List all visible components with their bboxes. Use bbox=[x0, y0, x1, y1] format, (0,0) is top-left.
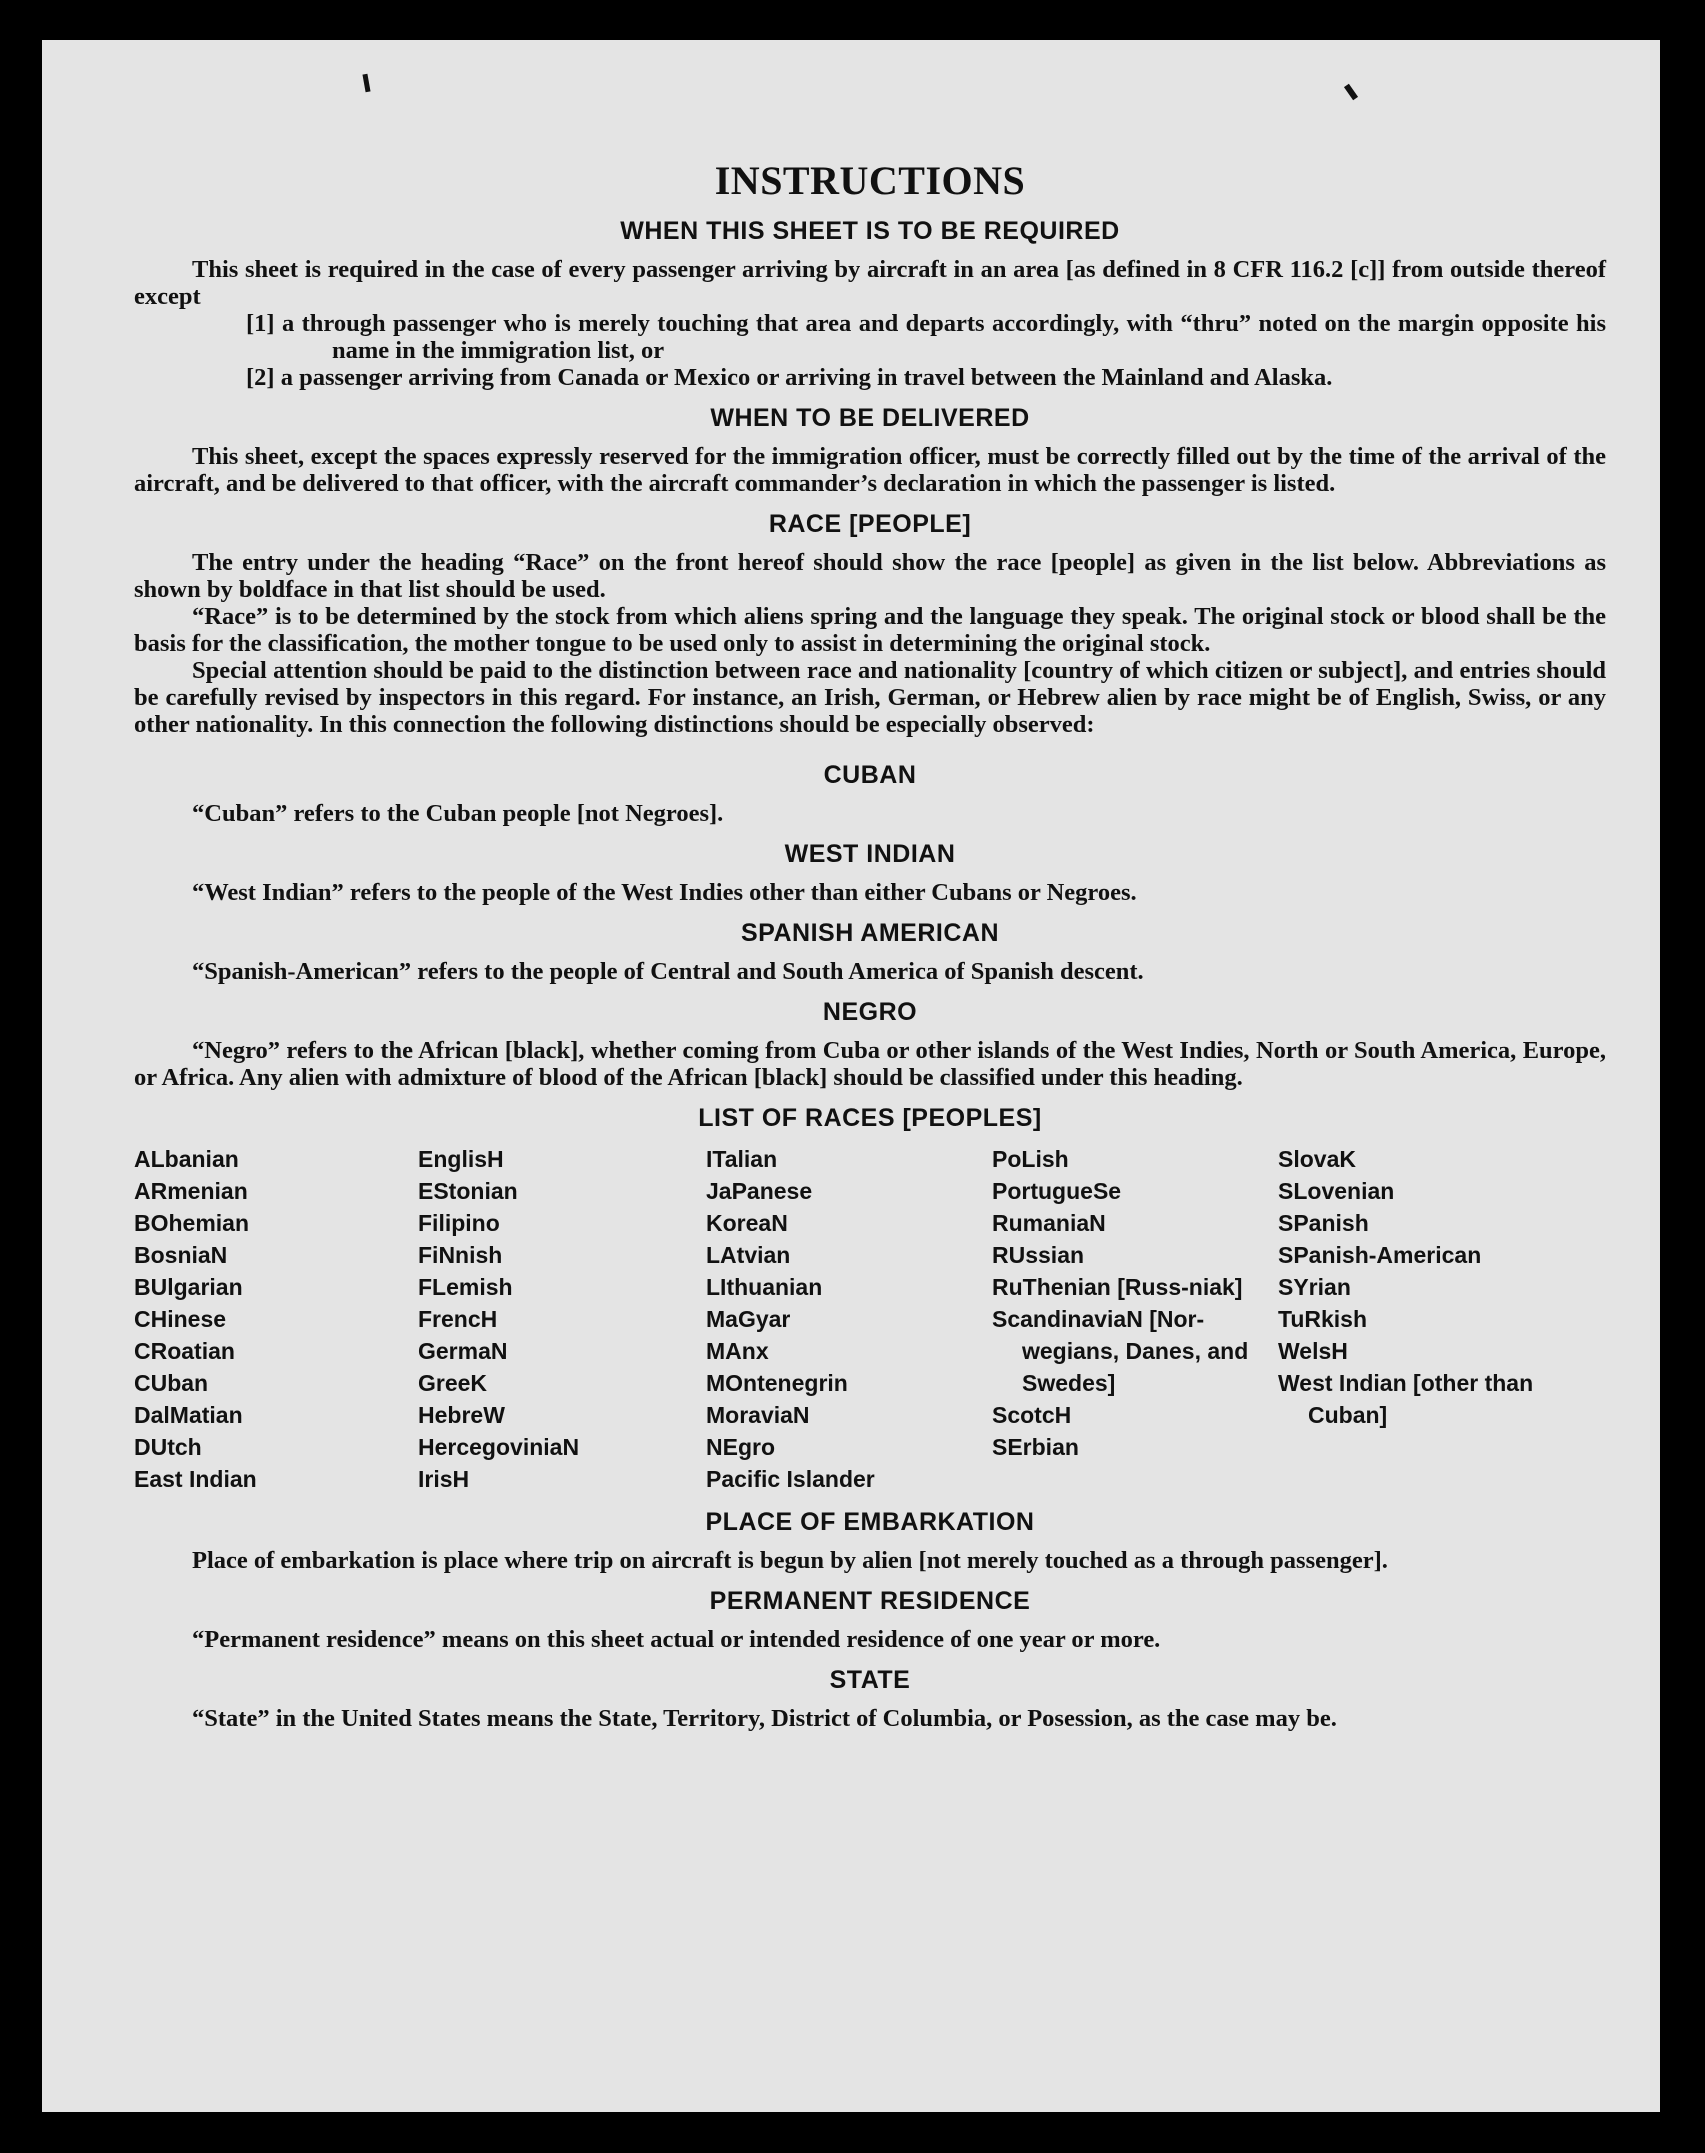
required-item-2: [2] a passenger arriving from Canada or Mexico or arriving in travel between the Mainland and Alaska. bbox=[246, 364, 1333, 391]
scan-speck bbox=[1344, 84, 1358, 101]
race-entry: NEgro bbox=[706, 1434, 775, 1460]
cuban-heading: CUBAN bbox=[823, 761, 917, 789]
race-entry: HebreW bbox=[418, 1402, 505, 1428]
race-entry: DalMatian bbox=[134, 1402, 243, 1428]
race-entry: BUlgarian bbox=[134, 1274, 243, 1300]
spanish-american-heading: SPANISH AMERICAN bbox=[740, 919, 999, 947]
race-entry: PoLish bbox=[992, 1146, 1069, 1172]
race-entry: RUssian bbox=[992, 1242, 1085, 1268]
race-heading: RACE [PEOPLE] bbox=[768, 510, 972, 538]
race-entry: CRoatian bbox=[134, 1338, 235, 1364]
required-heading: WHEN THIS SHEET IS TO BE REQUIRED bbox=[620, 217, 1120, 245]
document-sheet bbox=[42, 40, 1660, 2112]
race-entry: FLemish bbox=[418, 1274, 513, 1300]
race-entry: ITalian bbox=[706, 1146, 778, 1172]
delivered-heading: WHEN TO BE DELIVERED bbox=[710, 404, 1030, 432]
race-entry: EnglisH bbox=[418, 1146, 504, 1172]
race-entry: JaPanese bbox=[706, 1178, 813, 1204]
delivered-text: This sheet, except the spaces expressly reserved for the immigration officer, must be correctly filled out by the time of the arrival of the aircraft, and be delivered to that officer, with the aircraft commander’s declaration in which the passenger is listed. bbox=[134, 443, 1606, 497]
residence-heading: PERMANENT RESIDENCE bbox=[709, 1587, 1031, 1615]
residence-text: “Permanent residence” means on this sheet actual or intended residence of one year or more. bbox=[192, 1626, 1161, 1653]
race-entry: SPanish bbox=[1278, 1210, 1369, 1236]
required-intro: This sheet is required in the case of every passenger arriving by aircraft in an area [as defined in 8 CFR 116.2 [c]] from outside thereof except bbox=[134, 256, 1606, 310]
race-entry: Pacific Islander bbox=[706, 1466, 875, 1492]
race-entry: EStonian bbox=[418, 1178, 518, 1204]
race-entry: HercegoviniaN bbox=[418, 1434, 580, 1460]
race-entry: SLovenian bbox=[1278, 1178, 1395, 1204]
race-entry: BosniaN bbox=[134, 1242, 228, 1268]
embarkation-text: Place of embarkation is place where trip on aircraft is begun by alien [not merely touched as a through passenger]. bbox=[192, 1547, 1388, 1574]
cuban-text: “Cuban” refers to the Cuban people [not Negroes]. bbox=[192, 800, 724, 827]
spanish-american-text: “Spanish-American” refers to the people of Central and South America of Spanish descent. bbox=[192, 958, 1144, 985]
race-entry: GreeK bbox=[418, 1370, 488, 1396]
race-entry: Filipino bbox=[418, 1210, 500, 1236]
races-column bbox=[992, 1143, 1278, 1495]
race-entry: TuRkish bbox=[1278, 1306, 1368, 1332]
race-entry: DUtch bbox=[134, 1434, 202, 1460]
race-entry: ScotcH bbox=[992, 1402, 1072, 1428]
race-entry: SErbian bbox=[992, 1434, 1079, 1460]
embarkation-heading: PLACE OF EMBARKATION bbox=[705, 1508, 1035, 1536]
race-entry: PortugueSe bbox=[992, 1178, 1122, 1204]
races-column bbox=[1278, 1143, 1578, 1495]
races-column bbox=[706, 1143, 992, 1495]
race-entry: LIthuanian bbox=[706, 1274, 823, 1300]
race-entry: East Indian bbox=[134, 1466, 257, 1492]
race-entry: MaGyar bbox=[706, 1306, 791, 1332]
race-entry: CHinese bbox=[134, 1306, 227, 1332]
race-paragraph-3: Special attention should be paid to the distinction between race and nationality [country of which citizen or subject], and entries should be carefully revised by inspectors in this regard. For instance, an Irish, German, or Hebrew alien by race might be of English, Swiss, or any other nationality. In this connection the following distinctions should be especially observed: bbox=[134, 657, 1606, 738]
west-indian-heading: WEST INDIAN bbox=[784, 840, 956, 868]
west-indian-text: “West Indian” refers to the people of the West Indies other than either Cubans or Negroes. bbox=[192, 879, 1137, 906]
race-entry: KoreaN bbox=[706, 1210, 788, 1236]
required-item-1: [1] a through passenger who is merely touching that area and departs accordingly, with “thru” noted on the margin opposite his name in the immigration list, or bbox=[246, 310, 1606, 364]
scan-speck bbox=[362, 74, 370, 93]
race-entry: FrencH bbox=[418, 1306, 498, 1332]
races-list-heading: LIST OF RACES [PEOPLES] bbox=[698, 1104, 1042, 1132]
race-entry: SlovaK bbox=[1278, 1146, 1356, 1172]
race-entry: ALbanian bbox=[134, 1146, 239, 1172]
race-entry: BOhemian bbox=[134, 1210, 250, 1236]
race-entry: LAtvian bbox=[706, 1242, 791, 1268]
race-entry: IrisH bbox=[418, 1466, 470, 1492]
race-paragraph-2: “Race” is to be determined by the stock from which aliens spring and the language they speak. The original stock or blood shall be the basis for the classification, the mother tongue to be used only to assist in determining the original stock. bbox=[134, 603, 1606, 657]
race-entry: RuThenian [Russ-niak] bbox=[992, 1274, 1243, 1300]
race-entry: MoraviaN bbox=[706, 1402, 810, 1428]
races-column bbox=[418, 1143, 706, 1495]
race-entry: CUban bbox=[134, 1370, 209, 1396]
race-entry: ScandinaviaN [Nor-wegians, Danes, and Swedes] bbox=[992, 1306, 1249, 1396]
race-entry: FiNnish bbox=[418, 1242, 503, 1268]
state-heading: STATE bbox=[829, 1666, 911, 1694]
state-text: “State” in the United States means the State, Territory, District of Columbia, or Posession, as the case may be. bbox=[192, 1705, 1337, 1732]
race-entry: GermaN bbox=[418, 1338, 508, 1364]
page-title: INSTRUCTIONS bbox=[714, 158, 1026, 203]
race-entry: SPanish-American bbox=[1278, 1242, 1482, 1268]
race-entry: RumaniaN bbox=[992, 1210, 1106, 1236]
race-entry: West Indian [other than Cuban] bbox=[1278, 1370, 1534, 1428]
negro-text: “Negro” refers to the African [black], whether coming from Cuba or other islands of the West Indies, North or South America, Europe, or Africa. Any alien with admixture of blood of the African [black] should be classified under this heading. bbox=[134, 1037, 1606, 1091]
race-entry: WelsH bbox=[1278, 1338, 1348, 1364]
race-paragraph-1: The entry under the heading “Race” on the front hereof should show the race [people] as given in the list below. Abbreviations as shown by boldface in that list should be used. bbox=[134, 549, 1606, 603]
races-list bbox=[134, 1143, 1606, 1495]
race-entry: MOntenegrin bbox=[706, 1370, 848, 1396]
negro-heading: NEGRO bbox=[822, 998, 918, 1026]
document-content bbox=[134, 158, 1606, 1732]
races-column bbox=[134, 1143, 418, 1495]
race-entry: MAnx bbox=[706, 1338, 769, 1364]
race-entry: ARmenian bbox=[134, 1178, 248, 1204]
race-entry: SYrian bbox=[1278, 1274, 1351, 1300]
